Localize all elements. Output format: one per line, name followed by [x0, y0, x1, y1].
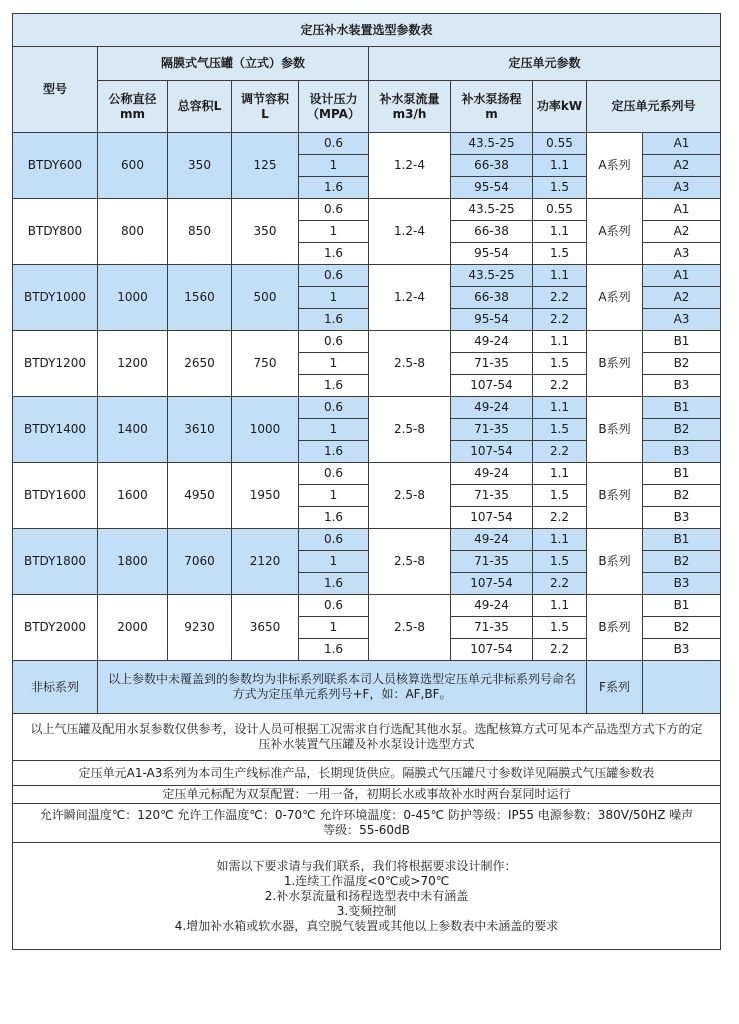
head-cell: 66-38	[451, 287, 533, 309]
power-cell: 0.55	[533, 133, 587, 155]
table-title: 定压补水装置选型参数表	[13, 14, 721, 47]
diameter-cell: 1000	[98, 265, 168, 331]
pressure-cell: 0.6	[299, 133, 369, 155]
pressure-cell: 1.6	[299, 573, 369, 595]
series-code-cell: A2	[643, 287, 721, 309]
series-cell: A系列	[587, 133, 643, 199]
series-code-cell: B3	[643, 441, 721, 463]
table-row	[13, 265, 721, 287]
pressure-cell: 1	[299, 485, 369, 507]
header-head: 补水泵扬程 m	[451, 81, 533, 133]
table-row	[13, 529, 721, 551]
head-cell: 66-38	[451, 221, 533, 243]
header-unit-group: 定压单元参数	[369, 47, 721, 81]
series-code-cell: B2	[643, 419, 721, 441]
volume-cell: 4950	[168, 463, 232, 529]
head-cell: 95-54	[451, 309, 533, 331]
series-code-cell: B3	[643, 507, 721, 529]
table-row	[13, 595, 721, 617]
model-cell: BTDY2000	[13, 595, 98, 661]
series-code-cell: B1	[643, 529, 721, 551]
volume-cell: 3610	[168, 397, 232, 463]
model-cell: BTDY600	[13, 133, 98, 199]
head-cell: 49-24	[451, 331, 533, 353]
power-cell: 1.5	[533, 353, 587, 375]
pressure-cell: 1.6	[299, 507, 369, 529]
head-cell: 71-35	[451, 353, 533, 375]
diameter-cell: 1400	[98, 397, 168, 463]
pressure-cell: 1	[299, 221, 369, 243]
head-cell: 43.5-25	[451, 199, 533, 221]
table-row	[13, 397, 721, 419]
note-operating-conditions: 允许瞬间温度℃：120℃ 允许工作温度℃：0-70℃ 允许环境温度：0-45℃ 防护等级：IP55 电源参数：380V/50HZ 噪声 等级：55-60dB	[13, 804, 721, 843]
model-cell: BTDY800	[13, 199, 98, 265]
head-cell: 71-35	[451, 485, 533, 507]
power-cell: 1.5	[533, 551, 587, 573]
header-adjust-volume: 调节容积 L	[232, 81, 299, 133]
adjust-volume-cell: 750	[232, 331, 299, 397]
head-cell: 107-54	[451, 639, 533, 661]
power-cell: 1.5	[533, 177, 587, 199]
table-row	[13, 133, 721, 155]
flow-cell: 2.5-8	[369, 595, 451, 661]
pressure-cell: 0.6	[299, 397, 369, 419]
nonstandard-text: 以上参数中未覆盖到的参数均为非标系列联系本司人员核算选型定压单元非标系列号命名 方式为定压单元系列号+F，如：AF,BF。	[98, 661, 587, 714]
model-cell: BTDY1000	[13, 265, 98, 331]
table-row	[13, 199, 721, 221]
series-code-cell: B1	[643, 397, 721, 419]
power-cell: 1.1	[533, 155, 587, 177]
head-cell: 95-54	[451, 177, 533, 199]
pressure-cell: 1.6	[299, 309, 369, 331]
series-cell: B系列	[587, 529, 643, 595]
series-code-cell: A2	[643, 221, 721, 243]
pressure-cell: 0.6	[299, 265, 369, 287]
power-cell: 0.55	[533, 199, 587, 221]
flow-cell: 2.5-8	[369, 397, 451, 463]
head-cell: 49-24	[451, 397, 533, 419]
pressure-cell: 1.6	[299, 375, 369, 397]
power-cell: 1.5	[533, 243, 587, 265]
power-cell: 2.2	[533, 639, 587, 661]
power-cell: 2.2	[533, 441, 587, 463]
nonstandard-series: F系列	[587, 661, 643, 714]
head-cell: 71-35	[451, 617, 533, 639]
note-dual-pump: 定压单元标配为双泵配置：一用一备，初期长水或事故补水时两台泵同时运行	[13, 786, 721, 804]
head-cell: 95-54	[451, 243, 533, 265]
note-reference: 以上气压罐及配用水泵参数仅供参考，设计人员可根据工况需求自行选配其他水泵。选配核算方式可见本产品选型方式下方的定 压补水装置气压罐及补水泵设计选型方式	[13, 714, 721, 761]
head-cell: 43.5-25	[451, 265, 533, 287]
selection-parameter-table	[12, 13, 721, 950]
model-cell: BTDY1400	[13, 397, 98, 463]
pressure-cell: 1	[299, 287, 369, 309]
head-cell: 49-24	[451, 529, 533, 551]
flow-cell: 1.2-4	[369, 265, 451, 331]
adjust-volume-cell: 1000	[232, 397, 299, 463]
power-cell: 1.1	[533, 529, 587, 551]
head-cell: 107-54	[451, 507, 533, 529]
flow-cell: 2.5-8	[369, 463, 451, 529]
power-cell: 1.1	[533, 463, 587, 485]
series-code-cell: B1	[643, 331, 721, 353]
power-cell: 1.1	[533, 595, 587, 617]
pressure-cell: 0.6	[299, 199, 369, 221]
pressure-cell: 0.6	[299, 529, 369, 551]
diameter-cell: 2000	[98, 595, 168, 661]
pressure-cell: 1.6	[299, 441, 369, 463]
adjust-volume-cell: 2120	[232, 529, 299, 595]
diameter-cell: 1800	[98, 529, 168, 595]
header-volume: 总容积L	[168, 81, 232, 133]
flow-cell: 2.5-8	[369, 331, 451, 397]
pressure-cell: 1	[299, 551, 369, 573]
pressure-cell: 1.6	[299, 243, 369, 265]
series-code-cell: B2	[643, 551, 721, 573]
header-tank-group: 隔膜式气压罐（立式）参数	[98, 47, 369, 81]
pressure-cell: 1	[299, 353, 369, 375]
volume-cell: 850	[168, 199, 232, 265]
series-cell: A系列	[587, 199, 643, 265]
head-cell: 107-54	[451, 573, 533, 595]
power-cell: 1.1	[533, 221, 587, 243]
series-cell: B系列	[587, 595, 643, 661]
table-row	[13, 463, 721, 485]
header-pressure: 设计压力 （MPA）	[299, 81, 369, 133]
series-code-cell: B2	[643, 617, 721, 639]
power-cell: 1.5	[533, 419, 587, 441]
power-cell: 1.5	[533, 617, 587, 639]
series-code-cell: A1	[643, 199, 721, 221]
adjust-volume-cell: 125	[232, 133, 299, 199]
volume-cell: 9230	[168, 595, 232, 661]
power-cell: 2.2	[533, 375, 587, 397]
diameter-cell: 1200	[98, 331, 168, 397]
series-code-cell: B3	[643, 639, 721, 661]
note-standard-series: 定压单元A1-A3系列为本司生产线标准产品，长期现货供应。隔膜式气压罐尺寸参数详见隔膜式气压罐参数表	[13, 761, 721, 786]
series-code-cell: A3	[643, 309, 721, 331]
head-cell: 49-24	[451, 463, 533, 485]
head-cell: 66-38	[451, 155, 533, 177]
series-code-cell: A1	[643, 265, 721, 287]
power-cell: 2.2	[533, 309, 587, 331]
header-flow: 补水泵流量 m3/h	[369, 81, 451, 133]
pressure-cell: 1	[299, 617, 369, 639]
series-code-cell: A1	[643, 133, 721, 155]
head-cell: 71-35	[451, 419, 533, 441]
series-cell: B系列	[587, 331, 643, 397]
model-cell: BTDY1800	[13, 529, 98, 595]
pressure-cell: 1	[299, 419, 369, 441]
power-cell: 1.1	[533, 397, 587, 419]
model-cell: BTDY1600	[13, 463, 98, 529]
head-cell: 107-54	[451, 375, 533, 397]
flow-cell: 1.2-4	[369, 133, 451, 199]
series-code-cell: A3	[643, 177, 721, 199]
series-code-cell: B1	[643, 463, 721, 485]
nonstandard-empty-cell	[643, 661, 721, 714]
pressure-cell: 0.6	[299, 331, 369, 353]
volume-cell: 1560	[168, 265, 232, 331]
header-power: 功率kW	[533, 81, 587, 133]
power-cell: 1.1	[533, 331, 587, 353]
power-cell: 1.1	[533, 265, 587, 287]
series-cell: B系列	[587, 397, 643, 463]
head-cell: 43.5-25	[451, 133, 533, 155]
table-row	[13, 331, 721, 353]
note-custom-requirements: 如需以下要求请与我们联系，我们将根据要求设计制作： 1.连续工作温度<0℃或>70℃ 2.补水泵流量和扬程选型表中未有涵盖 3.变频控制 4.增加补水箱或软水器，真空脱气装置或其他以上参数表中未涵盖的要求	[13, 843, 721, 950]
volume-cell: 2650	[168, 331, 232, 397]
head-cell: 49-24	[451, 595, 533, 617]
power-cell: 2.2	[533, 287, 587, 309]
diameter-cell: 800	[98, 199, 168, 265]
flow-cell: 2.5-8	[369, 529, 451, 595]
series-cell: B系列	[587, 463, 643, 529]
power-cell: 2.2	[533, 507, 587, 529]
pressure-cell: 1	[299, 155, 369, 177]
diameter-cell: 600	[98, 133, 168, 199]
pressure-cell: 0.6	[299, 595, 369, 617]
series-code-cell: B3	[643, 375, 721, 397]
model-cell: BTDY1200	[13, 331, 98, 397]
header-series: 定压单元系列号	[587, 81, 721, 133]
series-code-cell: A2	[643, 155, 721, 177]
pressure-cell: 1.6	[299, 639, 369, 661]
nonstandard-label: 非标系列	[13, 661, 98, 714]
adjust-volume-cell: 500	[232, 265, 299, 331]
diameter-cell: 1600	[98, 463, 168, 529]
series-code-cell: B2	[643, 485, 721, 507]
adjust-volume-cell: 350	[232, 199, 299, 265]
series-code-cell: A3	[643, 243, 721, 265]
header-model: 型号	[13, 47, 98, 133]
series-cell: A系列	[587, 265, 643, 331]
flow-cell: 1.2-4	[369, 199, 451, 265]
volume-cell: 350	[168, 133, 232, 199]
volume-cell: 7060	[168, 529, 232, 595]
series-code-cell: B1	[643, 595, 721, 617]
head-cell: 107-54	[451, 441, 533, 463]
power-cell: 1.5	[533, 485, 587, 507]
adjust-volume-cell: 1950	[232, 463, 299, 529]
pressure-cell: 0.6	[299, 463, 369, 485]
series-code-cell: B3	[643, 573, 721, 595]
adjust-volume-cell: 3650	[232, 595, 299, 661]
power-cell: 2.2	[533, 573, 587, 595]
header-diameter: 公称直径 mm	[98, 81, 168, 133]
series-code-cell: B2	[643, 353, 721, 375]
pressure-cell: 1.6	[299, 177, 369, 199]
head-cell: 71-35	[451, 551, 533, 573]
